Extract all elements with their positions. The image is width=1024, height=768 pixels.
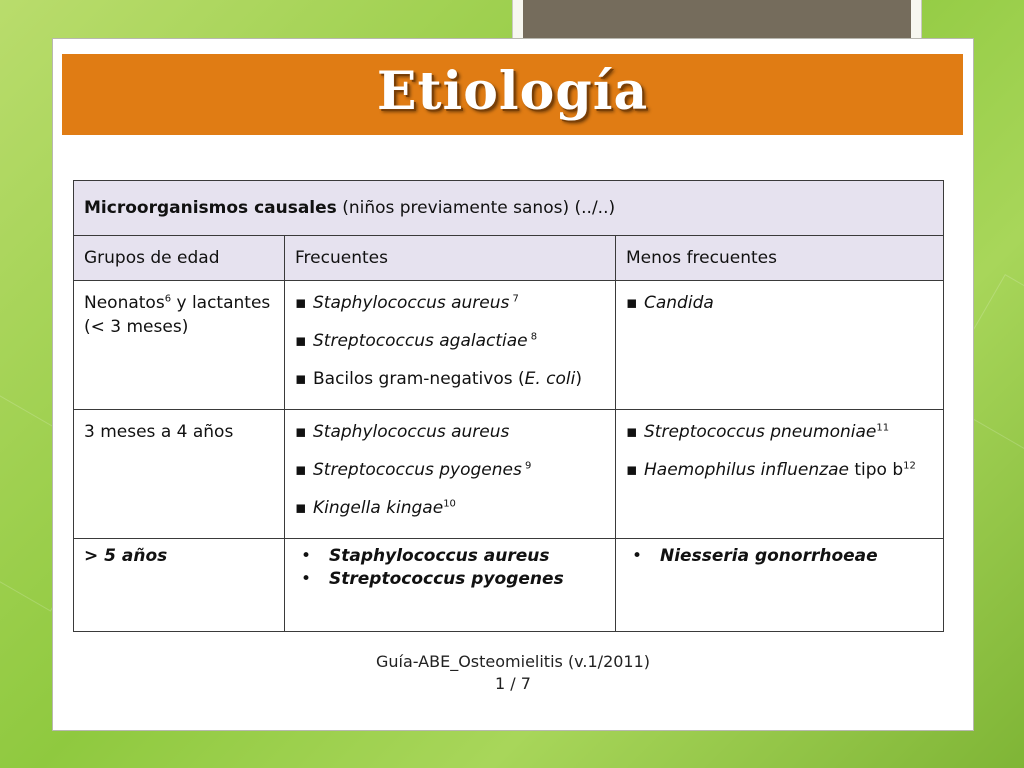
footnote-ref: 12	[903, 460, 916, 472]
caption-bold: Microorganismos causales	[84, 198, 337, 218]
age-cell: 3 meses a 4 años	[74, 410, 285, 539]
organism-name: Candida	[644, 293, 714, 313]
header-frequent: Frecuentes	[285, 236, 616, 281]
organism-name: Staphylococcus aureus	[313, 422, 510, 442]
footnote-ref: 6	[164, 293, 172, 305]
table-row	[74, 539, 944, 632]
caption-rest: (niños previamente sanos) (../..)	[336, 198, 616, 218]
list-item	[295, 420, 605, 444]
organism-name: Streptococcus pneumoniae	[644, 422, 877, 442]
age-text: Neonatos	[84, 293, 165, 313]
slide	[52, 38, 974, 731]
etiology-table	[73, 180, 944, 632]
list-item	[626, 420, 933, 444]
source-footer	[53, 651, 973, 695]
organism-suffix: )	[575, 369, 583, 389]
organism-name: E. coli	[524, 369, 576, 389]
footnote-ref: 7	[509, 293, 519, 305]
list-item	[295, 496, 605, 520]
header-less-frequent: Menos frecuentes	[616, 236, 944, 281]
slide-title: Etiología	[376, 61, 649, 122]
organism-name: Streptococcus pyogenes	[313, 460, 522, 480]
table-caption	[74, 181, 944, 236]
page-indicator: 1 / 7	[495, 674, 531, 693]
source-citation: Guía-ABE_Osteomielitis (v.1/2011)	[375, 652, 651, 671]
list-item	[295, 291, 605, 315]
table-row	[74, 410, 944, 539]
frequent-cell	[285, 410, 616, 539]
frequent-cell	[285, 281, 616, 410]
less-frequent-cell	[616, 281, 944, 410]
etiology-table-container	[73, 180, 944, 633]
age-cell	[74, 281, 285, 410]
less-frequent-cell	[616, 410, 944, 539]
age-text: (< 3 meses)	[84, 317, 189, 337]
footnote-ref: 10	[443, 498, 456, 510]
footnote-ref: 11	[876, 422, 890, 434]
organism-name: Staphylococcus aureus	[313, 293, 510, 313]
frequent-cell	[285, 539, 616, 632]
list-item	[626, 458, 933, 482]
organism-name: Kingella kingae	[313, 498, 444, 518]
age-cell: > 5 años	[74, 539, 285, 632]
organism-name: Streptococcus agalactiae	[313, 331, 528, 351]
organism-name: Haemophilus influenzae	[644, 460, 849, 480]
list-item	[295, 367, 605, 391]
list-item: • Staphylococcus aureus	[295, 545, 605, 568]
list-item	[626, 291, 933, 315]
organism-prefix: Bacilos gram-negativos (	[313, 369, 525, 389]
list-item: • Streptococcus pyogenes	[295, 568, 605, 591]
less-frequent-cell	[616, 539, 944, 632]
top-tab-fill	[523, 0, 911, 40]
header-age-groups: Grupos de edad	[74, 236, 285, 281]
footnote-ref: 9	[521, 460, 532, 472]
title-banner	[62, 54, 963, 135]
age-text: y lactantes	[171, 293, 271, 313]
list-item	[295, 329, 605, 353]
organism-suffix: tipo b	[848, 460, 904, 480]
table-row	[74, 281, 944, 410]
list-item: • Niesseria gonorrhoeae	[626, 545, 933, 568]
footnote-ref: 8	[527, 331, 538, 343]
list-item	[295, 458, 605, 482]
